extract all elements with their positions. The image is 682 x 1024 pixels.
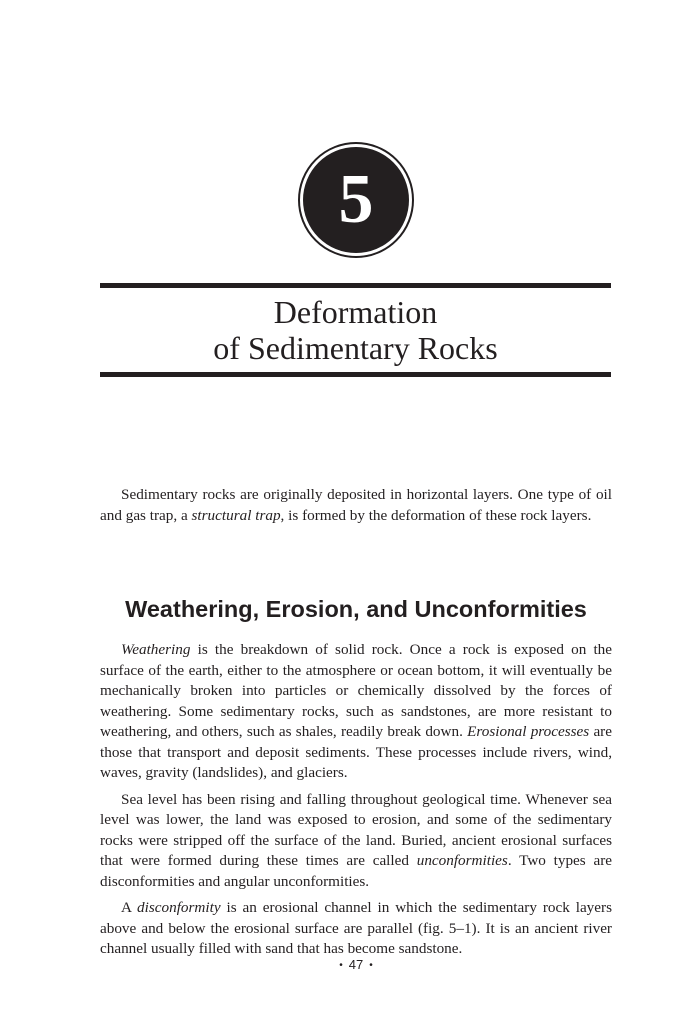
chapter-title-line2: of Sedimentary Rocks <box>213 330 498 366</box>
paragraph-sea-level <box>100 790 612 893</box>
bullet-icon: • <box>339 960 343 971</box>
term-unconformities: unconformities <box>416 852 508 869</box>
section-heading: Weathering, Erosion, and Unconformities <box>125 596 587 622</box>
term-erosional-processes: Erosional processes <box>467 723 590 740</box>
text-run: Sea level has been rising and falling throughout geological time. Whenever sea level was lower, the land was exposed to erosion, and some of the sedimentary rocks were stripped off the surface of the land. Buried, ancient erosional surfaces that were formed during these times are called <box>100 790 612 869</box>
text-run: Sedimentary rocks are originally deposited in horizontal layers. One type of oil and gas trap, a <box>100 486 612 524</box>
term-structural-trap: structural trap <box>191 506 281 524</box>
page-number <box>100 957 612 972</box>
text-run: . Two types are disconformities and angular unconformities. <box>100 852 612 890</box>
term-weathering: Weathering <box>121 641 191 658</box>
paragraph-disconformity <box>100 898 612 960</box>
intro-paragraph <box>100 485 612 526</box>
chapter-number: 5 <box>303 147 409 253</box>
text-run: is an erosional channel in which the sedimentary rock layers above and below the erosional surface are parallel (fig. 5–1). It is an ancient river channel usually filled with sand that has become sandstone. <box>100 899 612 957</box>
section-body <box>100 640 612 966</box>
page-number-value: 47 <box>348 957 364 972</box>
paragraph-weathering <box>100 640 612 784</box>
text-run: , is formed by the deformation of these rock layers. <box>280 506 592 524</box>
title-rule-bottom <box>100 372 611 377</box>
chapter-title-line1: Deformation <box>273 294 438 330</box>
term-disconformity: disconformity <box>137 899 221 916</box>
chapter-number-badge <box>298 142 414 258</box>
text-run: A <box>121 899 138 916</box>
chapter-title <box>100 294 611 366</box>
text-run: is the breakdown of solid rock. Once a rock is exposed on the surface of the earth, either to the atmosphere or ocean bottom, it will eventually be mechanically broken into particles or chemically dissolved by the forces of weathering. Some sedimentary rocks, such as sandstones, are more resistant to weathering, and others, such as shales, readily break down. <box>100 641 612 740</box>
bullet-icon: • <box>369 960 373 971</box>
text-run: are those that transport and deposit sediments. These processes include rivers, wind, waves, gravity (landslides), and glaciers. <box>100 723 612 781</box>
title-rule-top <box>100 283 611 288</box>
intro-text <box>100 485 612 532</box>
